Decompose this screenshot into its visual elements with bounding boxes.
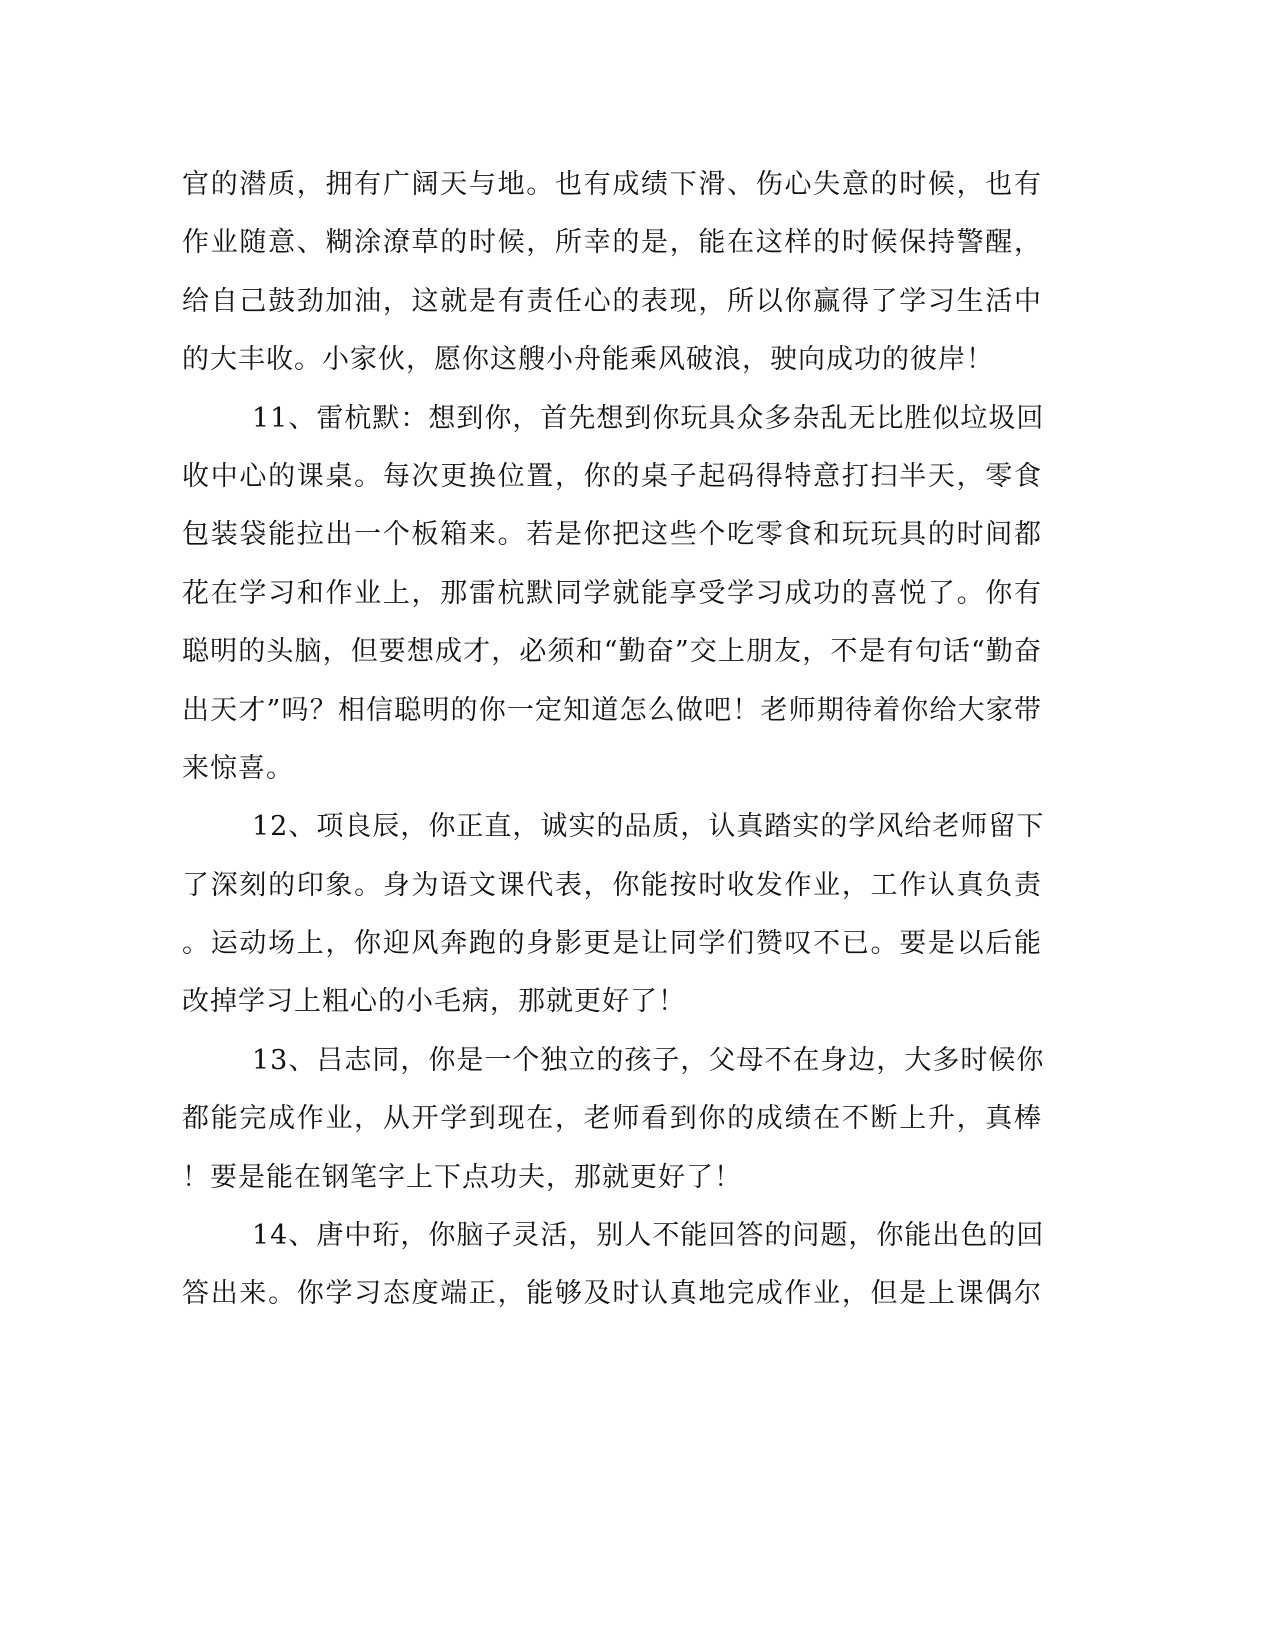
text-line: 给自己鼓劲加油，这就是有责任心的表现，所以你赢得了学习生活中 (182, 285, 1042, 317)
text-line: 包装袋能拉出一个板箱来。若是你把这些个吃零食和玩玩具的时间都 (182, 519, 1042, 551)
text-line: 出天才”吗？相信聪明的你一定知道怎么做吧！老师期待着你给大家带 (182, 694, 1042, 726)
text-line: 都能完成作业，从开学到现在，老师看到你的成绩在不断上升，真棒 (182, 1103, 1042, 1135)
text-line: 。运动场上，你迎风奔跑的身影更是让同学们赞叹不已。要是以后能 (182, 928, 1042, 960)
paragraph-first-line: 13、吕志同，你是一个独立的孩子，父母不在身边，大多时候你 (252, 1044, 1045, 1076)
document-body (182, 156, 1045, 1324)
paragraph-first-line: 14、唐中珩，你脑子灵活，别人不能回答的问题，你能出色的回 (252, 1220, 1045, 1252)
text-line: 改掉学习上粗心的小毛病，那就更好了！ (182, 986, 686, 1018)
text-line: ！要是能在钢笔字上下点功夫，那就更好了！ (182, 1161, 742, 1193)
text-line: 聪明的头脑，但要想成才，必须和“勤奋”交上朋友，不是有句话“勤奋 (182, 636, 1042, 668)
paragraph-first-line: 11、雷杭默：想到你，首先想到你玩具众多杂乱无比胜似垃圾回 (252, 402, 1045, 434)
text-line: 了深刻的印象。身为语文课代表，你能按时收发作业，工作认真负责 (182, 869, 1042, 901)
text-line: 收中心的课桌。每次更换位置，你的桌子起码得特意打扫半天，零食 (182, 460, 1042, 492)
text-line: 作业随意、糊涂潦草的时候，所幸的是，能在这样的时候保持警醒， (182, 227, 1042, 259)
text-line: 官的潜质，拥有广阔天与地。也有成绩下滑、伤心失意的时候，也有 (182, 169, 1042, 200)
text-line: 来惊喜。 (182, 752, 294, 784)
text-line: 答出来。你学习态度端正，能够及时认真地完成作业，但是上课偶尔 (182, 1278, 1042, 1310)
paragraph-first-line: 12、项良辰，你正直，诚实的品质，认真踏实的学风给老师留下 (252, 811, 1045, 843)
text-line: 的大丰收。小家伙，愿你这艘小舟能乘风破浪，驶向成功的彼岸！ (182, 344, 994, 376)
text-line: 花在学习和作业上，那雷杭默同学就能享受学习成功的喜悦了。你有 (182, 577, 1042, 609)
